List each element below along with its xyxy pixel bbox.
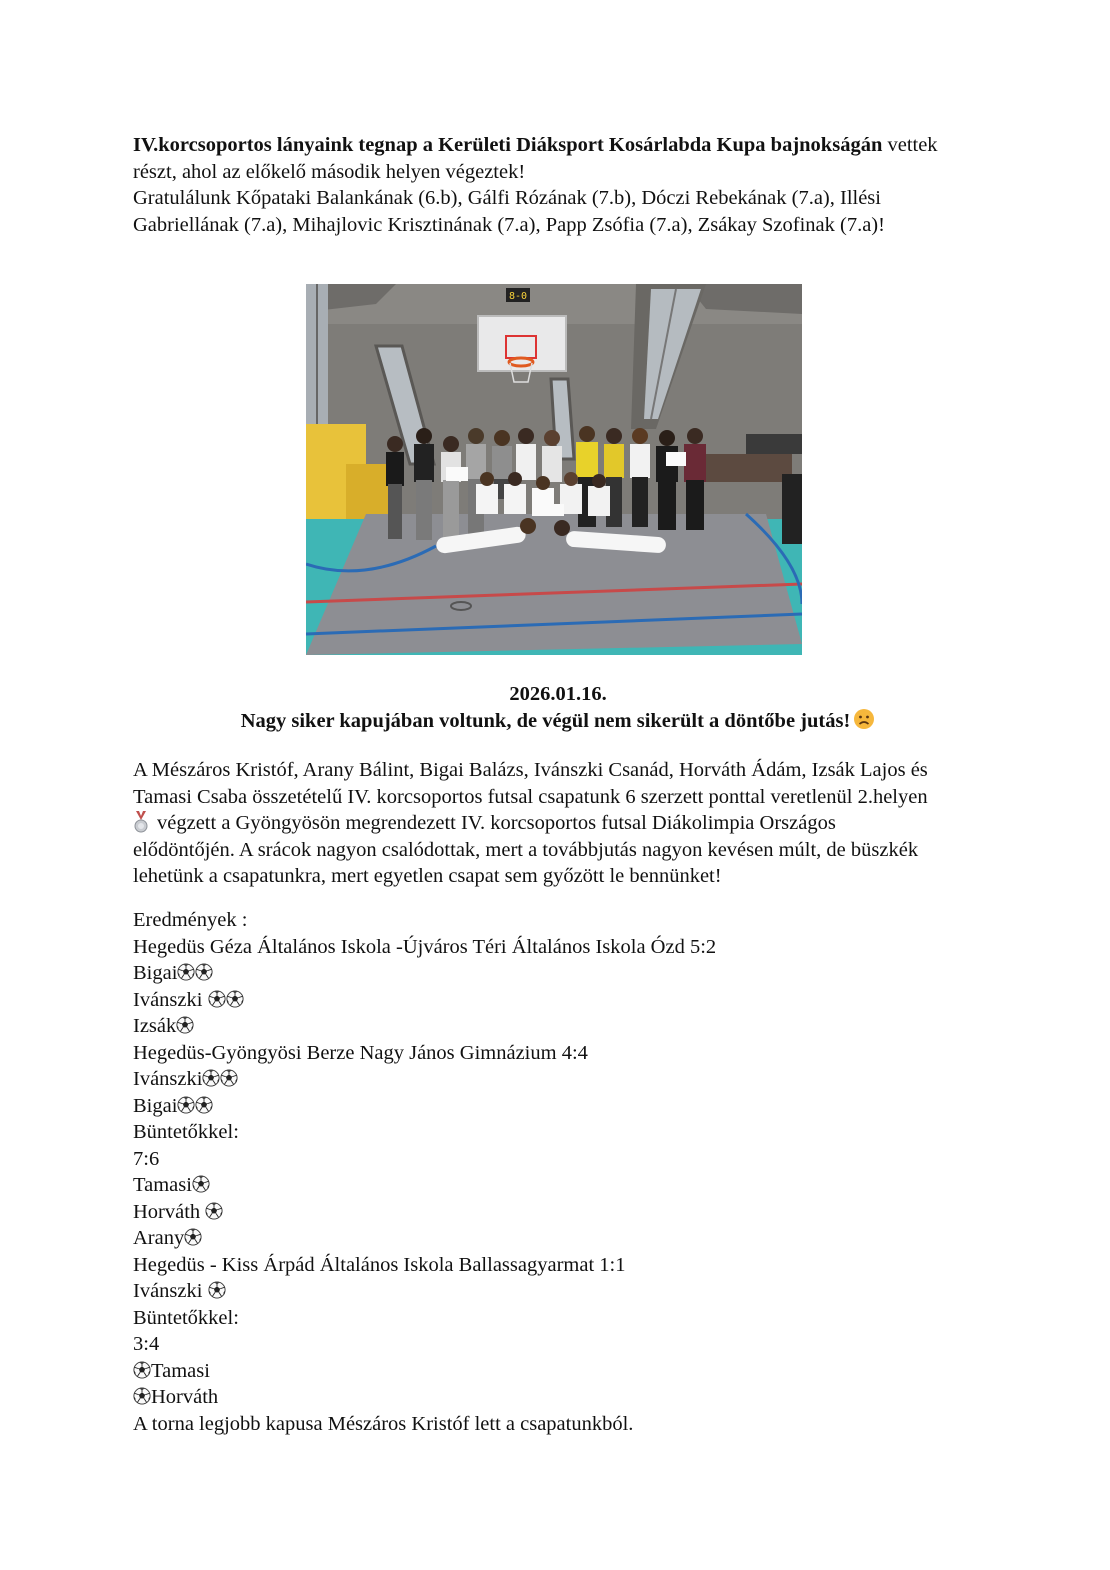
penalty-line bbox=[133, 1199, 983, 1226]
scorer-line bbox=[133, 987, 983, 1014]
intro-paragraph bbox=[133, 132, 983, 238]
penalties-score: 3:4 bbox=[133, 1333, 160, 1355]
soccer-ball-icon bbox=[184, 1228, 202, 1246]
penalty-taker: Tamasi bbox=[133, 1174, 192, 1196]
intro-line-4: Gabriellának (7.a), Mihajlovic Krisztinának (7.a), Papp Zsófia (7.a), Zsákay Szofinak (7.a)! bbox=[133, 213, 885, 236]
soccer-ball-icon bbox=[202, 1069, 220, 1087]
scorer-name: Bigai bbox=[133, 962, 178, 984]
intro-line-2: részt, ahol az előkelő második helyen végeztek! bbox=[133, 160, 526, 183]
report-line-1: A Mészáros Kristóf, Arany Bálint, Bigai Balázs, Ivánszki Csanád, Horváth Ádám, Izsák Lajos és bbox=[133, 759, 928, 781]
soccer-ball-icon bbox=[192, 1175, 210, 1193]
section-heading bbox=[133, 681, 983, 734]
penalty-taker: Tamasi bbox=[151, 1359, 210, 1382]
soccer-ball-icon bbox=[226, 990, 244, 1008]
report-line-5: lehetünk a csapatunkra, mert egyetlen csapat sem győzött le bennünket! bbox=[133, 865, 722, 887]
scorer-line bbox=[133, 1066, 983, 1093]
soccer-ball-icon bbox=[195, 1096, 213, 1114]
penalty-line bbox=[133, 1384, 983, 1411]
disappointed-face-icon bbox=[853, 708, 875, 730]
scorer-line bbox=[133, 1013, 983, 1040]
report-paragraph bbox=[133, 757, 983, 890]
penalties-score: 7:6 bbox=[133, 1147, 160, 1170]
penalty-line bbox=[133, 1225, 983, 1252]
soccer-ball-icon bbox=[208, 990, 226, 1008]
soccer-ball-icon bbox=[220, 1069, 238, 1087]
penalties-label: Büntetőkkel: bbox=[133, 1121, 239, 1143]
intro-bold-lead: IV.korcsoportos lányaink tegnap a Kerületi Diáksport Kosárlabda Kupa bajnokságán bbox=[133, 134, 883, 156]
scorer-name: Ivánszki bbox=[133, 1068, 203, 1090]
soccer-ball-icon bbox=[177, 1096, 195, 1114]
soccer-ball-icon bbox=[133, 1361, 151, 1379]
soccer-ball-icon bbox=[177, 963, 195, 981]
team-photo bbox=[306, 284, 802, 655]
section-headline: Nagy siker kapujában voltunk, de végül nem sikerült a döntőbe jutás! bbox=[240, 709, 851, 732]
penalties-label: Büntetőkkel: bbox=[133, 1306, 239, 1329]
penalty-taker: Arany bbox=[133, 1227, 185, 1249]
penalty-line bbox=[133, 1172, 983, 1199]
scorer-line bbox=[133, 1093, 983, 1120]
report-line-2: Tamasi Csaba összetételű IV. korcsoportos futsal csapatunk 6 szerzett ponttal veretlenül 2.helyen bbox=[133, 785, 928, 808]
penalty-taker: Horváth bbox=[151, 1386, 219, 1408]
match-1: Hegedüs Géza Általános Iskola -Újváros Téri Általános Iskola Ózd 5:2 bbox=[133, 935, 717, 958]
scorer-name: Izsák bbox=[133, 1015, 177, 1037]
soccer-ball-icon bbox=[176, 1016, 194, 1034]
scorer-name: Bigai bbox=[133, 1094, 178, 1117]
intro-line-3: Gratulálunk Kőpataki Balankának (6.b), Gálfi Rózának (7.b), Dóczi Rebekának (7.a), Illési bbox=[133, 187, 881, 209]
scorer-name: Ivánszki bbox=[133, 988, 208, 1011]
soccer-ball-icon bbox=[208, 1281, 226, 1299]
report-line-3: végzett a Gyöngyösön megrendezett IV. korcsoportos futsal Diákolimpia Országos bbox=[157, 812, 836, 834]
scorer-line bbox=[133, 1278, 983, 1305]
soccer-ball-icon bbox=[133, 1387, 151, 1405]
section-date: 2026.01.16. bbox=[509, 683, 607, 705]
scorer-line bbox=[133, 960, 983, 987]
scoreboard-text: 8-0 bbox=[508, 291, 528, 302]
soccer-ball-icon bbox=[205, 1202, 223, 1220]
match-2: Hegedüs-Gyöngyösi Berze Nagy János Gimnázium 4:4 bbox=[133, 1041, 588, 1064]
soccer-ball-icon bbox=[195, 963, 213, 981]
intro-rest: vettek bbox=[882, 134, 938, 156]
closing-line: A torna legjobb kapusa Mészáros Kristóf lett a csapatunkból. bbox=[133, 1412, 634, 1435]
results-heading: Eredmények : bbox=[133, 909, 248, 931]
penalty-line bbox=[133, 1358, 983, 1385]
scorer-name: Ivánszki bbox=[133, 1280, 208, 1302]
silver-medal-icon bbox=[133, 811, 149, 833]
results-list bbox=[133, 907, 983, 1437]
match-3: Hegedüs - Kiss Árpád Általános Iskola Ballassagyarmat 1:1 bbox=[133, 1253, 626, 1276]
penalty-taker: Horváth bbox=[133, 1200, 206, 1223]
report-line-4: elődöntőjén. A srácok nagyon csalódottak, mert a továbbjutás nagyon kevésen múlt, de büszkék bbox=[133, 838, 919, 861]
